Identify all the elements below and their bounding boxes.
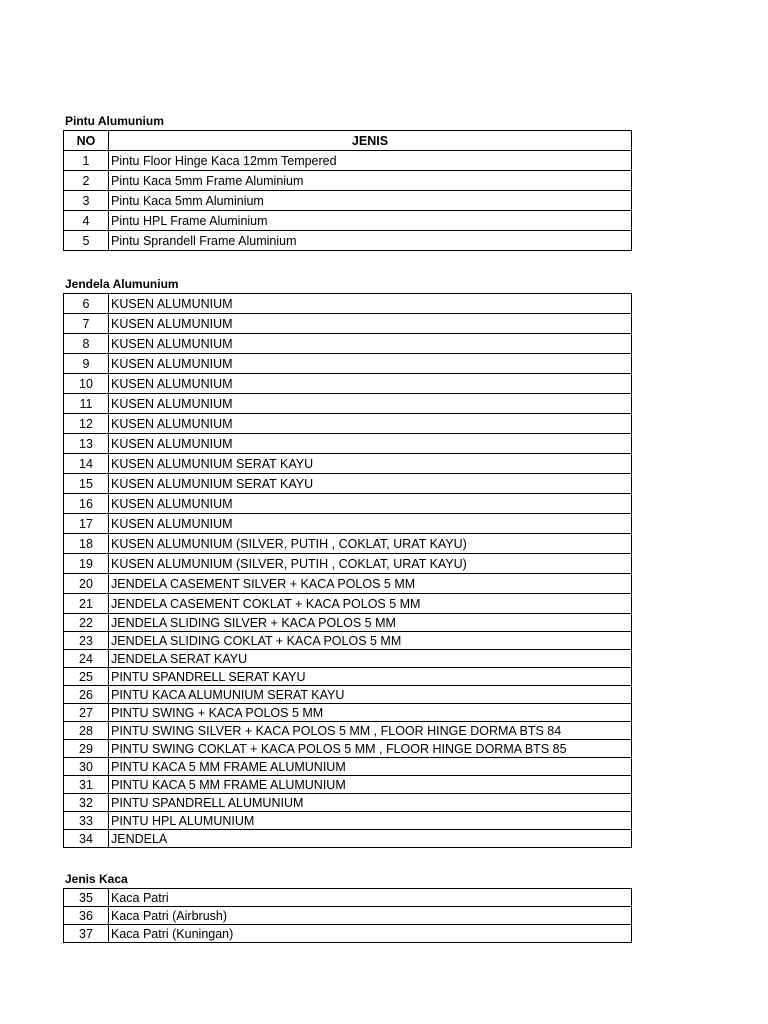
row-number: 7 [64,314,109,334]
row-number: 32 [64,794,109,812]
row-number: 15 [64,474,109,494]
table-row [64,668,632,686]
row-jenis: KUSEN ALUMUNIUM SERAT KAYU [109,474,632,494]
row-number: 31 [64,776,109,794]
table-row [64,907,632,925]
row-jenis: JENDELA [109,830,632,848]
row-jenis: JENDELA SLIDING COKLAT + KACA POLOS 5 MM [109,632,632,650]
row-jenis: PINTU SPANDRELL SERAT KAYU [109,668,632,686]
row-jenis: JENDELA CASEMENT COKLAT + KACA POLOS 5 MM [109,594,632,614]
row-jenis: KUSEN ALUMUNIUM [109,434,632,454]
table-row [64,722,632,740]
table-row [64,812,632,830]
row-jenis: Kaca Patri (Airbrush) [109,907,632,925]
row-jenis: Pintu Floor Hinge Kaca 12mm Tempered [109,151,632,171]
table-row [64,740,632,758]
table-row [64,830,632,848]
table-row [64,151,632,171]
row-number: 29 [64,740,109,758]
table-row [64,191,632,211]
table-row [64,494,632,514]
table-row [64,534,632,554]
table-jenis-kaca [63,888,632,943]
table-row [64,686,632,704]
table-row [64,394,632,414]
row-number: 37 [64,925,109,943]
row-jenis: KUSEN ALUMUNIUM [109,414,632,434]
row-jenis: KUSEN ALUMUNIUM [109,494,632,514]
row-number: 20 [64,574,109,594]
row-jenis: JENDELA CASEMENT SILVER + KACA POLOS 5 MM [109,574,632,594]
row-number: 26 [64,686,109,704]
row-jenis: JENDELA SERAT KAYU [109,650,632,668]
row-jenis: KUSEN ALUMUNIUM [109,374,632,394]
row-number: 12 [64,414,109,434]
row-number: 6 [64,294,109,314]
row-number: 28 [64,722,109,740]
table-row [64,314,632,334]
table-pintu-alumunium [63,130,632,251]
row-jenis: Pintu Kaca 5mm Aluminium [109,191,632,211]
row-number: 27 [64,704,109,722]
row-jenis: Pintu Kaca 5mm Frame Aluminium [109,171,632,191]
section-title-kaca: Jenis Kaca [65,872,128,886]
row-jenis: Kaca Patri [109,889,632,907]
row-number: 8 [64,334,109,354]
column-header-jenis: JENIS [109,131,632,151]
table-row [64,231,632,251]
row-number: 13 [64,434,109,454]
row-jenis: KUSEN ALUMUNIUM [109,294,632,314]
row-number: 14 [64,454,109,474]
table-row [64,704,632,722]
row-number: 25 [64,668,109,686]
row-number: 17 [64,514,109,534]
row-jenis: JENDELA SLIDING SILVER + KACA POLOS 5 MM [109,614,632,632]
row-number: 4 [64,211,109,231]
row-jenis: PINTU KACA 5 MM FRAME ALUMUNIUM [109,776,632,794]
row-jenis: Kaca Patri (Kuningan) [109,925,632,943]
row-number: 23 [64,632,109,650]
row-number: 11 [64,394,109,414]
row-number: 1 [64,151,109,171]
row-number: 33 [64,812,109,830]
section-title-jendela: Jendela Alumunium [65,277,179,291]
row-number: 18 [64,534,109,554]
row-jenis: KUSEN ALUMUNIUM [109,314,632,334]
table-row [64,650,632,668]
row-number: 34 [64,830,109,848]
table-row [64,454,632,474]
row-number: 3 [64,191,109,211]
table-row [64,414,632,434]
row-jenis: PINTU SPANDRELL ALUMUNIUM [109,794,632,812]
row-jenis: PINTU SWING + KACA POLOS 5 MM [109,704,632,722]
row-jenis: KUSEN ALUMUNIUM SERAT KAYU [109,454,632,474]
row-jenis: KUSEN ALUMUNIUM [109,394,632,414]
row-jenis: PINTU HPL ALUMUNIUM [109,812,632,830]
row-jenis: KUSEN ALUMUNIUM [109,354,632,374]
row-number: 16 [64,494,109,514]
table-row [64,794,632,812]
section-title-pintu: Pintu Alumunium [65,114,164,128]
row-number: 10 [64,374,109,394]
row-number: 22 [64,614,109,632]
table-row [64,776,632,794]
table-row [64,334,632,354]
table-row [64,554,632,574]
row-jenis: KUSEN ALUMUNIUM (SILVER, PUTIH , COKLAT, URAT KAYU) [109,554,632,574]
row-number: 19 [64,554,109,574]
table-row [64,574,632,594]
row-jenis: KUSEN ALUMUNIUM [109,334,632,354]
row-jenis: Pintu Sprandell Frame Aluminium [109,231,632,251]
table-row [64,758,632,776]
column-header-no: NO [64,131,109,151]
row-number: 2 [64,171,109,191]
row-number: 24 [64,650,109,668]
row-number: 35 [64,889,109,907]
table-row [64,211,632,231]
row-jenis: PINTU KACA 5 MM FRAME ALUMUNIUM [109,758,632,776]
table-row [64,594,632,614]
table-row [64,632,632,650]
row-jenis: Pintu HPL Frame Aluminium [109,211,632,231]
row-number: 5 [64,231,109,251]
row-number: 9 [64,354,109,374]
row-number: 21 [64,594,109,614]
table-row [64,171,632,191]
row-jenis: KUSEN ALUMUNIUM [109,514,632,534]
row-number: 30 [64,758,109,776]
row-jenis: PINTU SWING SILVER + KACA POLOS 5 MM , FLOOR HINGE DORMA BTS 84 [109,722,632,740]
row-jenis: KUSEN ALUMUNIUM (SILVER, PUTIH , COKLAT, URAT KAYU) [109,534,632,554]
table-row [64,354,632,374]
row-jenis: PINTU SWING COKLAT + KACA POLOS 5 MM , FLOOR HINGE DORMA BTS 85 [109,740,632,758]
table-row [64,614,632,632]
table-row [64,925,632,943]
table-row [64,294,632,314]
table-row [64,889,632,907]
table-row [64,434,632,454]
table-row [64,474,632,494]
table-row [64,514,632,534]
table-row [64,374,632,394]
table-header-row [64,131,632,151]
row-jenis: PINTU KACA ALUMUNIUM SERAT KAYU [109,686,632,704]
table-jendela-alumunium [63,293,632,848]
row-number: 36 [64,907,109,925]
